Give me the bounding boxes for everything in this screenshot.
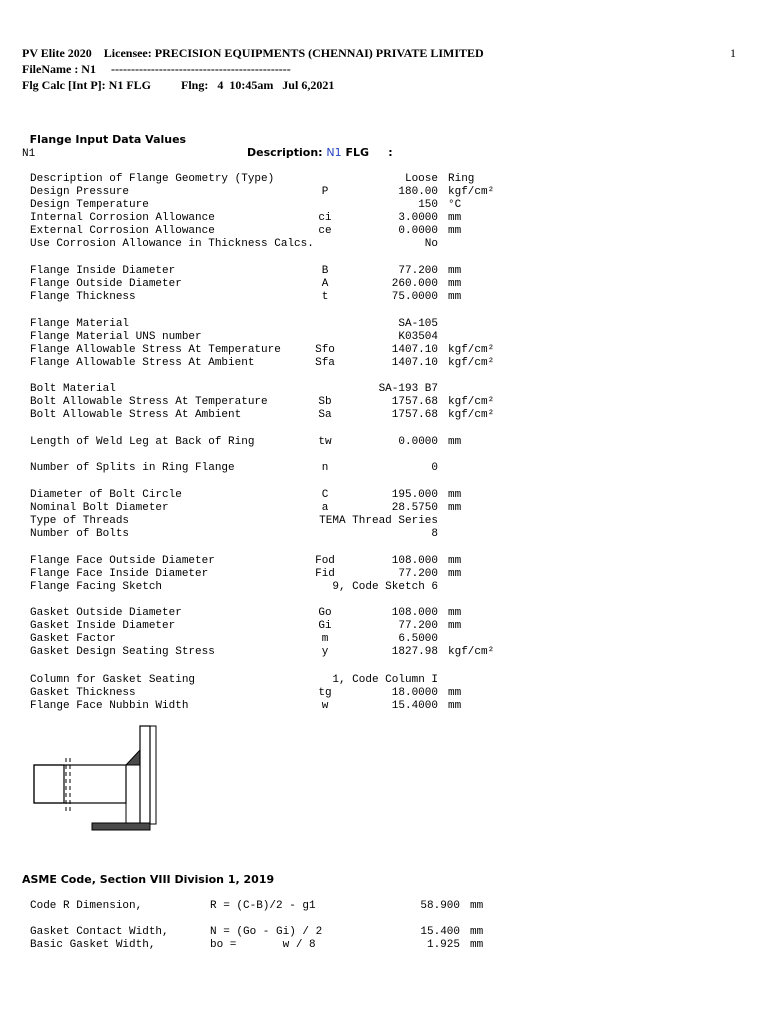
row-symbol: tg [318,687,332,699]
input-row [30,528,530,541]
input-row [30,568,530,581]
calc-description: Gasket Contact Width, [30,926,169,938]
row-symbol: Fod [315,555,335,567]
row-description: Column for Gasket Seating [30,674,196,686]
row-value: 75.0000 [391,291,438,303]
input-row [30,515,530,528]
input-row [30,687,530,700]
row-description: Flange Inside Diameter [30,265,176,277]
row-unit: mm [448,225,462,237]
input-row [30,238,530,251]
row-description: Number of Bolts [30,528,130,540]
row-unit: mm [448,265,462,277]
calc-description: Code R Dimension, [30,900,143,912]
row-description: Flange Face Nubbin Width [30,700,189,712]
calc-formula: R = (C-B)/2 - g1 [210,900,316,912]
row-value: 77.200 [398,568,438,580]
row-unit: kgf/cm² [448,186,495,198]
report-header-filename: FileName : N1 --------------------------------------------- [22,62,291,76]
row-description: Flange Face Outside Diameter [30,555,215,567]
report-header-calc: Flg Calc [Int P]: N1 FLG Flng: 4 10:45am Jul 6,2021 [22,78,335,92]
row-value: 260.000 [391,278,438,290]
row-symbol: w [321,700,329,712]
row-symbol: y [321,646,329,658]
description-group [247,146,393,159]
row-unit: kgf/cm² [448,344,495,356]
row-symbol: Fid [315,568,335,580]
row-value: 8 [431,528,438,540]
row-symbol: Sfa [315,357,335,369]
input-row [30,581,530,594]
row-symbol: m [321,633,329,645]
input-row [30,357,530,370]
input-row [30,555,530,568]
row-description: Gasket Inside Diameter [30,620,176,632]
row-symbol: Sfo [315,344,335,356]
row-unit: kgf/cm² [448,396,495,408]
row-value: 28.5750 [391,502,438,514]
row-description: Design Pressure [30,186,130,198]
row-value: 9, Code Sketch 6 [332,581,438,593]
row-description: External Corrosion Allowance [30,225,215,237]
row-description: Internal Corrosion Allowance [30,212,215,224]
row-unit: mm [448,212,462,224]
row-value: K03504 [398,331,438,343]
row-value: 108.000 [391,607,438,619]
flange-sketch-diagram [30,722,160,834]
calc-description: Basic Gasket Width, [30,939,156,951]
row-value: No [424,238,438,250]
row-unit: mm [448,607,462,619]
row-description: Bolt Allowable Stress At Temperature [30,396,268,408]
row-value: 1, Code Column I [332,674,438,686]
row-value: SA-193 B7 [378,383,438,395]
item-id: N1 [22,148,36,160]
row-unit: mm [448,700,462,712]
row-value: 77.200 [398,620,438,632]
row-unit: mm [448,278,462,290]
row-description: Gasket Factor [30,633,116,645]
calc-row [30,926,500,939]
row-value: 0.0000 [398,436,438,448]
row-symbol: Sb [318,396,332,408]
input-row [30,383,530,396]
row-description: Flange Facing Sketch [30,581,163,593]
row-description: Gasket Thickness [30,687,136,699]
row-description: Use Corrosion Allowance in Thickness Calcs. [30,238,314,250]
row-description: Flange Allowable Stress At Ambient [30,357,255,369]
row-description: Flange Face Inside Diameter [30,568,209,580]
row-unit: mm [448,555,462,567]
row-unit: mm [448,568,462,580]
row-symbol: Gi [318,620,332,632]
input-row [30,462,530,475]
calc-unit: mm [470,939,484,951]
row-symbol: Go [318,607,332,619]
row-description: Bolt Allowable Stress At Ambient [30,409,242,421]
row-unit: mm [448,436,462,448]
input-row [30,212,530,225]
input-row [30,344,530,357]
row-description: Description of Flange Geometry (Type) [30,173,275,185]
row-value: 195.000 [391,489,438,501]
row-description: Length of Weld Leg at Back of Ring [30,436,255,448]
row-description: Number of Splits in Ring Flange [30,462,235,474]
row-unit: kgf/cm² [448,357,495,369]
row-value: 180.00 [398,186,438,198]
input-row [30,331,530,344]
row-unit: mm [448,291,462,303]
row-unit: mm [448,502,462,514]
row-description: Flange Material [30,318,130,330]
calc-value: 15.400 [420,926,460,938]
row-value: 1407.10 [391,344,438,356]
row-value: 6.5000 [398,633,438,645]
row-symbol: ci [318,212,332,224]
row-value: 77.200 [398,265,438,277]
row-description: Flange Outside Diameter [30,278,182,290]
row-value: TEMA Thread Series [319,515,438,527]
row-symbol: Sa [318,409,332,421]
row-description: Gasket Design Seating Stress [30,646,215,658]
row-unit: kgf/cm² [448,409,495,421]
input-row [30,318,530,331]
input-row [30,265,530,278]
row-value: 18.0000 [391,687,438,699]
calc-value: 58.900 [420,900,460,912]
row-value: 1757.68 [391,396,438,408]
row-description: Design Temperature [30,199,149,211]
row-description: Gasket Outside Diameter [30,607,182,619]
row-value: 1757.68 [391,409,438,421]
input-row [30,396,530,409]
input-row [30,674,530,687]
input-row [30,173,530,186]
row-symbol: ce [318,225,332,237]
row-value: 1827.98 [391,646,438,658]
report-header-line1: PV Elite 2020 Licensee: PRECISION EQUIPMENTS (CHENNAI) PRIVATE LIMITED [22,46,484,60]
row-value: 15.4000 [391,700,438,712]
row-value: 0 [431,462,438,474]
row-description: Type of Threads [30,515,130,527]
description-colon: : [388,146,393,159]
row-symbol: t [321,291,329,303]
row-value: 0.0000 [398,225,438,237]
row-symbol: B [321,265,329,277]
row-symbol: C [321,489,329,501]
row-description: Flange Material UNS number [30,331,202,343]
input-row [30,646,530,659]
input-row [30,620,530,633]
input-row [30,409,530,422]
row-description: Flange Allowable Stress At Temperature [30,344,281,356]
input-row [30,291,530,304]
input-row [30,700,530,713]
row-unit: mm [448,687,462,699]
row-value: 108.000 [391,555,438,567]
row-value: 3.0000 [398,212,438,224]
row-unit: mm [448,620,462,632]
row-symbol: tw [318,436,332,448]
input-row [30,436,530,449]
row-unit: Ring [448,173,475,185]
calc-formula: N = (Go - Gi) / 2 [210,926,323,938]
input-row [30,607,530,620]
row-symbol: n [321,462,329,474]
input-row [30,489,530,502]
row-symbol: a [321,502,329,514]
page-number: 1 [730,46,736,60]
row-description: Bolt Material [30,383,116,395]
row-symbol: A [321,278,329,290]
input-row [30,278,530,291]
row-value: SA-105 [398,318,438,330]
row-description: Nominal Bolt Diameter [30,502,169,514]
description-label: Description: [247,146,323,159]
calc-row [30,939,500,952]
section-title-asme: ASME Code, Section VIII Division 1, 2019 [22,873,275,886]
row-unit: °C [448,199,462,211]
calc-formula: bo = w / 8 [210,939,316,951]
section-title-text: Flange Input Data Values [29,133,187,146]
calc-value: 1.925 [426,939,460,951]
input-row [30,633,530,646]
calc-row [30,900,500,913]
calc-unit: mm [470,926,484,938]
section-title-input [22,120,393,159]
description-value: N1 [326,146,342,159]
input-row [30,502,530,515]
row-value: 1407.10 [391,357,438,369]
input-row [30,186,530,199]
calc-unit: mm [470,900,484,912]
input-row [30,199,530,212]
description-suffix: FLG [345,146,370,159]
row-value: Loose [404,173,438,185]
row-description: Diameter of Bolt Circle [30,489,182,501]
row-value: 150 [418,199,438,211]
row-unit: kgf/cm² [448,646,495,658]
row-description: Flange Thickness [30,291,136,303]
row-unit: mm [448,489,462,501]
input-row [30,225,530,238]
row-symbol: P [321,186,329,198]
